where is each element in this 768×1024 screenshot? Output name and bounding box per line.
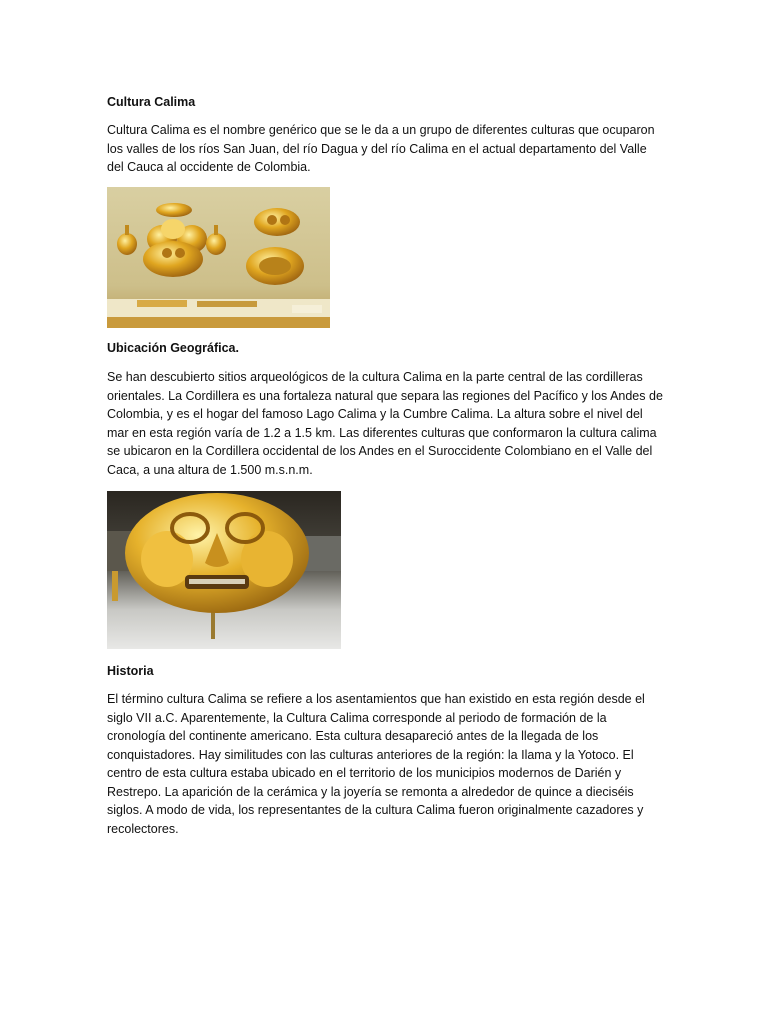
gold-artifacts-photo (107, 187, 330, 328)
paragraph-historia (107, 690, 667, 838)
paragraph-line: orientales. La Cordillera es una fortaleza natural que separa las regiones del Pacífico y los Andes de (107, 388, 663, 403)
paragraph-line: siglo VII a.C. Aparentemente, la Cultura Calima corresponde al periodo de formación de la (107, 710, 607, 725)
heading-cultura-calima: Cultura Calima (107, 95, 196, 109)
paragraph-line: Restrepo. La aparición de la cerámica y la joyería se remonta a alrededor de quince a dieciséis (107, 784, 634, 799)
gold-artifacts-image (107, 187, 330, 328)
paragraph-line: se ubicaron en la Cordillera occidental de los Andes en el Suroccidente Colombiano en el Valle del (107, 444, 653, 458)
paragraph-line: mar en esta región varía de 1.2 a 1.5 km. Las diferentes culturas que conformaron la cultura calima (107, 425, 657, 440)
heading-historia: Historia (107, 664, 154, 678)
paragraph-line: cronología del continente americano. Esta cultura desapareció antes de la llegada de los (107, 729, 599, 743)
paragraph-line: centro de esta cultura estaba ubicado en el territorio de los municipios modernos de Darién y (107, 766, 622, 780)
paragraph-line: Colombia, y es el hogar del famoso Lago Calima y la Cumbre Calima. La altura sobre el nivel del (107, 407, 643, 421)
paragraph-line: Cultura Calima es el nombre genérico que se le da a un grupo de diferentes culturas que ocuparon (107, 123, 655, 137)
heading-ubicacion-geografica: Ubicación Geográfica. (107, 341, 239, 355)
paragraph-line: El término cultura Calima se refiere a los asentamientos que han existido en esta región desde el (107, 692, 645, 706)
paragraph-line: del Cauca al occidente de Colombia. (107, 160, 311, 174)
gold-mask-image (107, 491, 341, 649)
paragraph-line: recolectores. (107, 821, 179, 836)
gold-mask-photo (107, 491, 341, 649)
paragraph-line: Caca, a una altura de 1.500 m.s.n.m. (107, 462, 313, 477)
paragraph-line: siglos. A modo de vida, los representantes de la cultura Calima fueron originalmente cazadores y (107, 803, 644, 817)
paragraph-line: Se han descubierto sitios arqueológicos de la cultura Calima en la parte central de las cordilleras (107, 370, 643, 384)
paragraph-line: conquistadores. Hay similitudes con las culturas anteriores de la región: la Ilama y la Yotoco. El (107, 747, 634, 762)
paragraph-ubicacion (107, 368, 667, 479)
paragraph-intro (107, 121, 667, 177)
paragraph-line: los valles de los ríos San Juan, del río Dagua y del río Calima en el actual departamento del Valle (107, 141, 647, 156)
